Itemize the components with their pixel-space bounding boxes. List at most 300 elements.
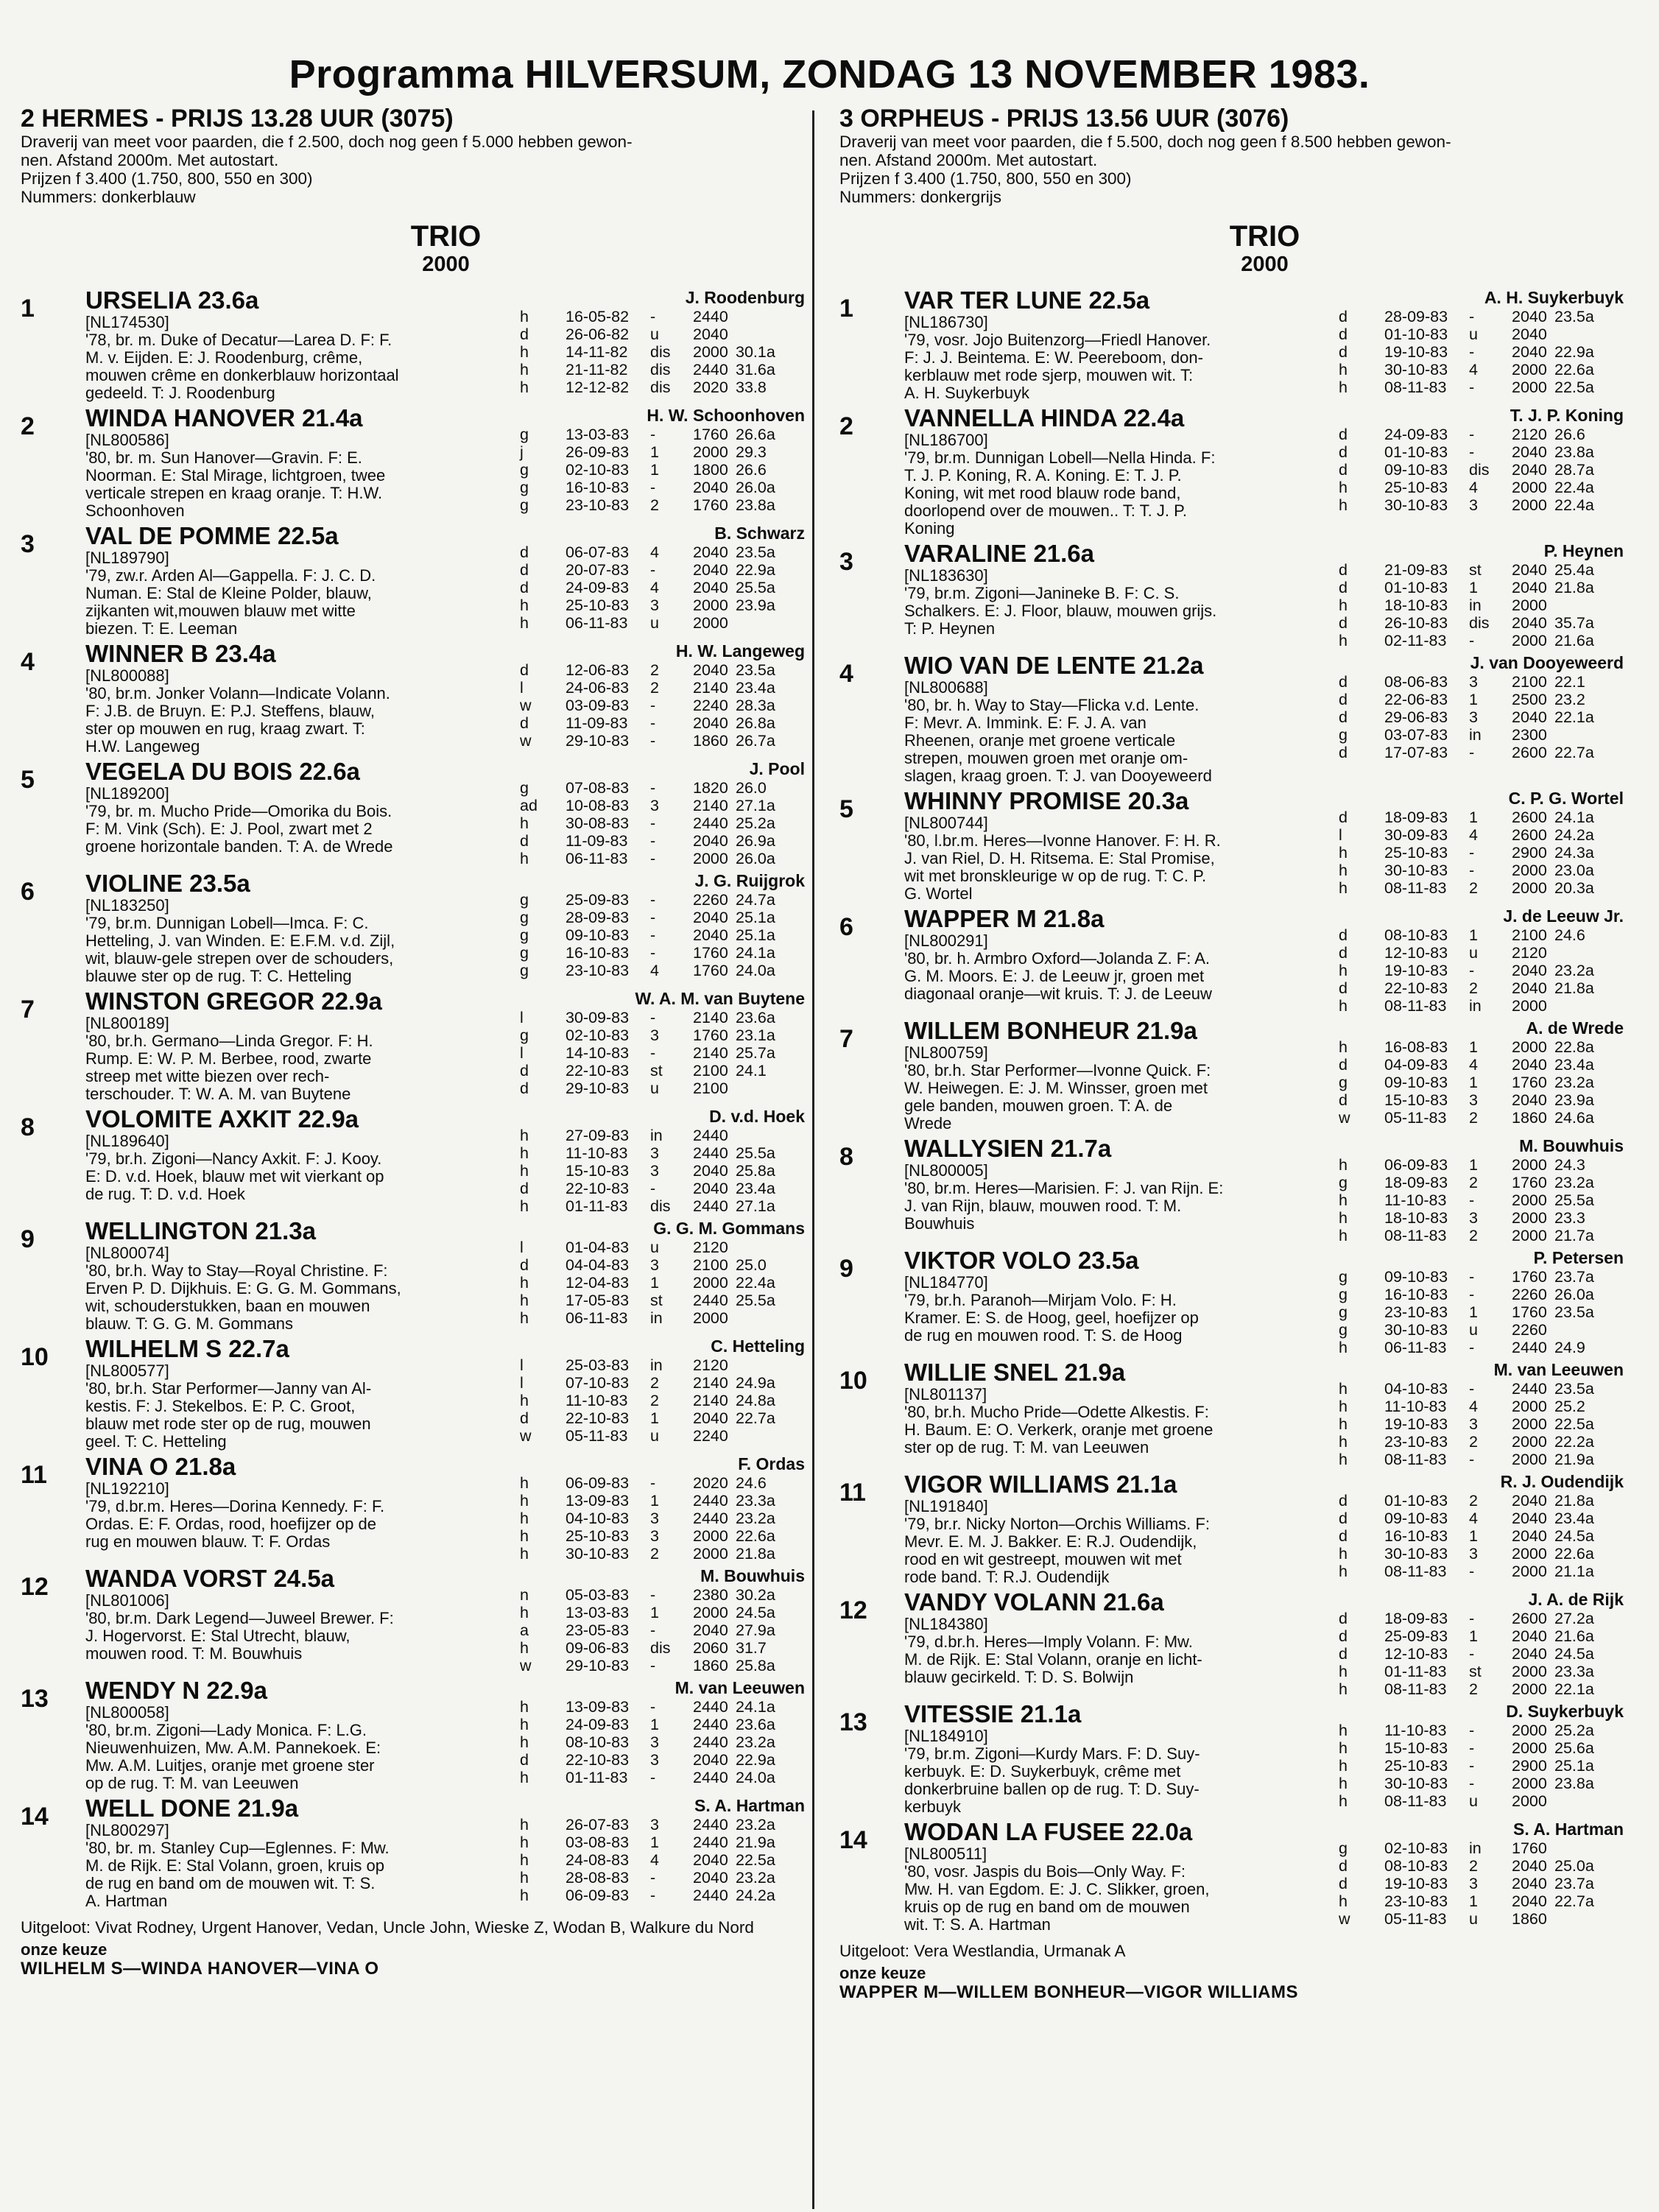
- start-row: [1318, 844, 1624, 862]
- horse-name: WILLIE SNEL 21.9a: [904, 1359, 1126, 1386]
- placing: -: [650, 561, 656, 579]
- race-distance: 2100: [1512, 926, 1547, 944]
- track-code: h: [1339, 496, 1348, 514]
- race-date: 23-05-83: [566, 1621, 630, 1639]
- pick-list: WAPPER M—WILLEM BONHEUR—VIGOR WILLIAMS: [839, 1982, 1298, 2002]
- km-time: 23.4a: [736, 1180, 775, 1197]
- entry-form: [499, 1565, 805, 1674]
- race-date: 21-11-82: [566, 361, 628, 378]
- horse-description-line: biezen. T: E. Leeman: [85, 619, 238, 638]
- race-date: 26-10-83: [1384, 614, 1448, 632]
- horse-registration: [NL186700]: [904, 431, 988, 449]
- placing: 2: [1469, 979, 1478, 997]
- start-row: [1318, 1415, 1624, 1433]
- start-row: [1318, 343, 1624, 361]
- km-time: 21.1a: [1554, 1563, 1594, 1580]
- horse-description: [85, 1262, 535, 1333]
- horse-name: WILLEM BONHEUR 21.9a: [904, 1017, 1197, 1044]
- placing: u: [650, 614, 659, 632]
- start-row: [499, 1392, 805, 1409]
- trainer-name: H. W. Langeweg: [675, 641, 805, 661]
- km-time: 27.1a: [736, 1197, 775, 1215]
- placing: 2: [1469, 1492, 1478, 1510]
- entry-details: [85, 1336, 535, 1451]
- km-time: 23.5a: [1554, 308, 1594, 325]
- race-distance: 2440: [693, 814, 728, 832]
- entry-number: 5: [839, 795, 853, 823]
- km-time: 24.2a: [736, 1887, 775, 1904]
- horse-name: VARALINE 21.6a: [904, 540, 1094, 567]
- track-code: h: [520, 1474, 529, 1492]
- horse-description: [85, 1610, 535, 1663]
- entry-form: [1318, 906, 1624, 1015]
- placing: -: [1469, 1775, 1475, 1792]
- entry-number: 4: [21, 648, 35, 676]
- race-distance: 1860: [693, 732, 728, 750]
- race-date: 01-04-83: [566, 1239, 630, 1256]
- horse-entry: [21, 1218, 805, 1333]
- placing: 3: [1469, 496, 1478, 514]
- start-row: [499, 1256, 805, 1274]
- horse-description-line: '80, l.br.m. Heres—Ivonne Hanover. F: H. R.: [904, 831, 1221, 850]
- entry-form: [1318, 540, 1624, 649]
- km-time: 23.8a: [1554, 1775, 1594, 1792]
- entry-details: [904, 1701, 1353, 1816]
- placing: 4: [650, 1851, 659, 1869]
- race-distance: 2040: [1512, 1056, 1547, 1074]
- start-row: [1318, 879, 1624, 897]
- horse-description-line: '79, br.m. Dunnigan Lobell—Imca. F: C.: [85, 914, 369, 932]
- start-row: [1318, 809, 1624, 826]
- page-title: Programma HILVERSUM, ZONDAG 13 NOVEMBER 1983.: [289, 52, 1370, 96]
- horse-description-line: de rug en mouwen rood. T: S. de Hoog: [904, 1326, 1183, 1345]
- horse-description-line: W. Heiwegen. E: J. M. Winsser, groen met: [904, 1079, 1208, 1097]
- race-distance: 2000: [693, 1527, 728, 1545]
- horse-description-line: Noorman. E: Stal Mirage, lichtgroen, twee: [85, 466, 386, 485]
- horse-description-line: '79, br. m. Mucho Pride—Omorika du Bois.: [85, 802, 392, 820]
- race-description-line: Nummers: donkergrijs: [839, 188, 1002, 206]
- race-date: 02-10-83: [566, 1026, 630, 1044]
- race-distance: 2040: [1512, 1627, 1547, 1645]
- start-row: [1318, 1792, 1624, 1810]
- recent-starts: [499, 308, 805, 396]
- track-code: h: [1339, 1563, 1348, 1580]
- recent-starts: [1318, 1380, 1624, 1468]
- placing: -: [650, 891, 656, 909]
- placing: -: [1469, 744, 1475, 761]
- km-time: 21.8a: [1554, 579, 1594, 596]
- race-distance: 2040: [693, 1180, 728, 1197]
- horse-description-line: Bouwhuis: [904, 1214, 975, 1233]
- start-row: [1318, 726, 1624, 744]
- track-code: h: [1339, 1415, 1348, 1433]
- horse-registration: [NL189200]: [85, 784, 169, 803]
- race-date: 13-03-83: [566, 1604, 630, 1621]
- km-time: 25.2: [1554, 1398, 1585, 1415]
- horse-description-line: blauw gecirkeld. T: D. S. Bolwijn: [904, 1668, 1134, 1686]
- km-time: 22.6a: [1554, 361, 1594, 378]
- entry-form: [499, 758, 805, 867]
- race-distance: 2240: [693, 1427, 728, 1445]
- race-date: 05-03-83: [566, 1586, 630, 1604]
- entry-number: 2: [839, 412, 853, 440]
- track-code: g: [520, 1026, 529, 1044]
- race-date: 30-10-83: [1384, 1775, 1448, 1792]
- race-distance: 2040: [693, 926, 728, 944]
- trainer-name: M. van Leeuwen: [1493, 1360, 1624, 1379]
- placing: 4: [1469, 479, 1478, 496]
- start-row: [1318, 579, 1624, 596]
- horse-registration: [NL800586]: [85, 431, 169, 449]
- track-code: n: [520, 1586, 529, 1604]
- placing: 2: [650, 1545, 659, 1563]
- horse-description-line: Erven P. D. Dijkhuis. E: G. G. M. Gommans,: [85, 1279, 401, 1297]
- horse-description-line: wit met bronskleurige w op de rug. T: C. P.: [904, 867, 1207, 885]
- race-date: 30-10-83: [1384, 361, 1448, 378]
- horse-entry: [839, 906, 1624, 1015]
- start-row: [499, 543, 805, 561]
- horse-description-line: gele banden, mouwen groen. T: A. de: [904, 1096, 1173, 1115]
- start-row: [1318, 1892, 1624, 1910]
- recent-starts: [499, 426, 805, 514]
- race-distance: 2040: [1512, 1857, 1547, 1875]
- km-time: 20.3a: [1554, 879, 1594, 897]
- km-time: 24.0a: [736, 1769, 775, 1786]
- placing: dis: [650, 1639, 671, 1657]
- horse-description-line: Hetteling, J. van Winden. E: E.F.M. v.d. Zijl,: [85, 931, 395, 950]
- track-code: g: [1339, 1174, 1348, 1191]
- trainer-name: M. van Leeuwen: [674, 1678, 805, 1697]
- placing: 1: [1469, 1074, 1478, 1091]
- race-date: 17-07-83: [1384, 744, 1448, 761]
- horse-description-line: Rump. E: W. P. M. Berbee, rood, zwarte: [85, 1049, 372, 1068]
- track-code: h: [1339, 1545, 1348, 1563]
- race-distance: 1860: [1512, 1109, 1547, 1127]
- start-row: [499, 614, 805, 632]
- start-row: [499, 661, 805, 679]
- horse-description-line: kestis. F: J. Stekelbos. E: P. C. Groot,: [85, 1397, 356, 1415]
- race-distance: 2040: [1512, 1892, 1547, 1910]
- track-code: h: [1339, 1156, 1348, 1174]
- track-code: d: [520, 832, 529, 850]
- race-distance: 2040: [1512, 1510, 1547, 1527]
- race-date: 03-07-83: [1384, 726, 1448, 744]
- km-time: 23.2a: [1554, 1074, 1594, 1091]
- track-code: h: [520, 1527, 529, 1545]
- placing: -: [650, 779, 656, 797]
- track-code: d: [1339, 979, 1348, 997]
- race-distance: 2000: [1512, 496, 1547, 514]
- track-code: h: [1339, 596, 1348, 614]
- race-date: 19-10-83: [1384, 1415, 1448, 1433]
- km-time: 25.1a: [736, 909, 775, 926]
- km-time: 28.3a: [736, 697, 775, 714]
- race-distance: 2040: [1512, 614, 1547, 632]
- race-distance: 2260: [1512, 1286, 1547, 1303]
- placing: 1: [1469, 579, 1478, 596]
- km-time: 24.9a: [736, 1374, 775, 1392]
- km-time: 26.8a: [736, 714, 775, 732]
- horse-description-line: blauw met rode ster op de rug, mouwen: [85, 1415, 371, 1433]
- race-distance: 2040: [1512, 343, 1547, 361]
- placing: u: [650, 1427, 659, 1445]
- km-time: 21.6a: [1554, 632, 1594, 649]
- race-distance: 2040: [1512, 1492, 1547, 1510]
- track-code: a: [520, 1621, 529, 1639]
- race-date: 16-10-83: [566, 944, 630, 962]
- track-code: h: [1339, 1398, 1348, 1415]
- race-date: 11-10-83: [566, 1392, 628, 1409]
- race-distance: 2120: [693, 1239, 728, 1256]
- entry-form: [499, 870, 805, 979]
- horse-registration: [NL801006]: [85, 1591, 169, 1610]
- race-distance: 2000: [1512, 1680, 1547, 1698]
- race-distance: 2440: [693, 1834, 728, 1851]
- start-row: [499, 1887, 805, 1904]
- race-distance: 2300: [1512, 726, 1547, 744]
- race-date: 16-10-83: [566, 479, 630, 496]
- trainer-name: P. Petersen: [1533, 1248, 1624, 1267]
- horse-description-line: '80, br.h. Mucho Pride—Odette Alkestis. F:: [904, 1403, 1209, 1421]
- horse-description-line: kerblauw met rode sjerp, mouwen wit. T:: [904, 366, 1194, 384]
- track-code: g: [520, 926, 529, 944]
- placing: dis: [650, 378, 671, 396]
- entry-form: [1318, 788, 1624, 897]
- placing: dis: [1469, 461, 1490, 479]
- race-date: 23-10-83: [566, 962, 630, 979]
- placing: -: [1469, 308, 1475, 325]
- entry-details: [904, 788, 1353, 903]
- horse-entry: [839, 788, 1624, 903]
- race-distance: 2020: [693, 1474, 728, 1492]
- race-date: 04-04-83: [566, 1256, 630, 1274]
- race-date: 26-06-82: [566, 325, 630, 343]
- track-code: w: [520, 1427, 532, 1445]
- race-distance: 2000: [693, 343, 728, 361]
- km-time: 25.1a: [1554, 1757, 1594, 1775]
- horse-description: [85, 1839, 535, 1910]
- horse-description-line: '79, br.m. Dunnigan Lobell—Nella Hinda. F:: [904, 448, 1216, 467]
- horse-description-line: '79, d.br.m. Heres—Dorina Kennedy. F: F.: [85, 1497, 385, 1515]
- km-time: 24.3a: [1554, 844, 1594, 862]
- race-date: 24-09-83: [1384, 426, 1448, 443]
- horse-entry: [21, 870, 805, 985]
- horse-entry: [839, 1471, 1624, 1586]
- race-distance: 2000: [1512, 997, 1547, 1015]
- track-code: w: [520, 697, 532, 714]
- km-time: 23.9a: [736, 596, 775, 614]
- race-date: 23-10-83: [1384, 1892, 1448, 1910]
- race-date: 01-10-83: [1384, 443, 1448, 461]
- track-code: d: [1339, 1627, 1348, 1645]
- start-row: [1318, 708, 1624, 726]
- start-row: [1318, 426, 1624, 443]
- race-distance: 2500: [1512, 691, 1547, 708]
- placing: 2: [650, 661, 659, 679]
- start-row: [1318, 1303, 1624, 1321]
- entry-number: 3: [21, 530, 35, 558]
- race-distance: 2120: [1512, 426, 1547, 443]
- entry-number: 7: [839, 1025, 853, 1053]
- race-distance: 2000: [1512, 596, 1547, 614]
- start-row: [1318, 1775, 1624, 1792]
- race-distance: 2260: [693, 891, 728, 909]
- race-distance: 1760: [1512, 1268, 1547, 1286]
- placing: -: [1469, 1563, 1475, 1580]
- entry-details: [904, 906, 1353, 1003]
- race-distance: 2000: [1512, 1545, 1547, 1563]
- start-row: [1318, 862, 1624, 879]
- race-distance: 2000: [1512, 1415, 1547, 1433]
- race-date: 02-10-83: [1384, 1839, 1448, 1857]
- placing: 3: [650, 797, 659, 814]
- track-code: d: [1339, 708, 1348, 726]
- track-code: h: [520, 1733, 529, 1751]
- horse-description-line: T. J. P. Koning, R. A. Koning. E: T. J. P.: [904, 466, 1182, 485]
- race-distance: 2040: [1512, 979, 1547, 997]
- trainer-name: J. de Leeuw Jr.: [1503, 906, 1624, 926]
- race-date: 02-10-83: [566, 461, 630, 479]
- horse-description-line: M. v. Eijden. E: J. Roodenburg, crême,: [85, 348, 363, 367]
- horse-entry: [21, 1795, 805, 1910]
- km-time: 24.1a: [736, 944, 775, 962]
- track-code: d: [1339, 1056, 1348, 1074]
- placing: -: [1469, 1191, 1475, 1209]
- horse-description-line: '80, br.m. Zigoni—Lady Monica. F: L.G.: [85, 1721, 367, 1739]
- track-code: l: [520, 1239, 524, 1256]
- race-date: 01-10-83: [1384, 579, 1448, 596]
- track-code: h: [1339, 862, 1348, 879]
- race-date: 16-05-82: [566, 308, 630, 325]
- start-row: [499, 1239, 805, 1256]
- km-time: 23.4a: [1554, 1056, 1594, 1074]
- race-date: 18-10-83: [1384, 1209, 1448, 1227]
- trainer-name: C. P. G. Wortel: [1508, 789, 1624, 808]
- race-distance: 2000: [1512, 1398, 1547, 1415]
- entry-details: [904, 287, 1353, 402]
- horse-registration: [NL192210]: [85, 1479, 169, 1498]
- horse-registration: [NL800511]: [904, 1845, 987, 1863]
- placing: -: [650, 1657, 656, 1674]
- track-code: h: [1339, 1775, 1348, 1792]
- placing: u: [1469, 325, 1478, 343]
- track-code: d: [1339, 325, 1348, 343]
- horse-name: WINSTON GREGOR 22.9a: [85, 987, 382, 1015]
- race-date: 15-10-83: [1384, 1739, 1448, 1757]
- placing: dis: [650, 343, 671, 361]
- start-row: [1318, 1156, 1624, 1174]
- placing: 3: [1469, 673, 1478, 691]
- track-code: h: [1339, 1038, 1348, 1056]
- race-date: 27-09-83: [566, 1127, 630, 1144]
- entry-form: [1318, 1819, 1624, 1928]
- trainer-name: G. G. M. Gommans: [653, 1219, 805, 1238]
- recent-starts: [499, 1586, 805, 1674]
- entry-number: 11: [839, 1479, 866, 1507]
- start-row: [1318, 1492, 1624, 1510]
- placing: 4: [1469, 361, 1478, 378]
- race-distance: 2440: [693, 1292, 728, 1309]
- horse-name: WELL DONE 21.9a: [85, 1794, 299, 1822]
- km-time: 22.7a: [736, 1409, 775, 1427]
- km-time: 22.4a: [1554, 496, 1594, 514]
- track-code: h: [520, 1834, 529, 1851]
- race-distance: 2000: [1241, 253, 1289, 276]
- placing: u: [1469, 1792, 1478, 1810]
- start-row: [499, 461, 805, 479]
- km-time: 25.8a: [736, 1162, 775, 1180]
- km-time: 31.7: [736, 1639, 767, 1657]
- start-row: [1318, 1875, 1624, 1892]
- placing: 1: [1469, 1156, 1478, 1174]
- track-code: d: [1339, 1091, 1348, 1109]
- placing: u: [650, 1239, 659, 1256]
- horse-description-line: '80, br. h. Way to Stay—Flicka v.d. Lente.: [904, 696, 1200, 714]
- horse-registration: [NL800688]: [904, 678, 988, 697]
- race-date: 09-10-83: [1384, 461, 1448, 479]
- track-code: l: [520, 1356, 524, 1374]
- track-code: h: [1339, 1680, 1348, 1698]
- horse-registration: [NL800291]: [904, 931, 988, 950]
- race-date: 15-10-83: [1384, 1091, 1448, 1109]
- track-code: l: [1339, 826, 1342, 844]
- horse-description-line: op de rug. T: M. van Leeuwen: [85, 1774, 299, 1792]
- recent-starts: [1318, 1722, 1624, 1810]
- horse-description-line: F: Mevr. A. Immink. E: F. J. A. van: [904, 714, 1146, 732]
- race-distance: 2140: [693, 1392, 728, 1409]
- track-code: h: [520, 1274, 529, 1292]
- entry-number: 7: [21, 996, 35, 1024]
- entry-number: 13: [21, 1685, 49, 1713]
- horse-description-line: H.W. Langeweg: [85, 737, 200, 755]
- km-time: 24.6: [1554, 926, 1585, 944]
- race-date: 29-10-83: [566, 1079, 630, 1097]
- race-description: [21, 133, 805, 206]
- horse-name: VIOLINE 23.5a: [85, 870, 250, 897]
- race-date: 12-10-83: [1384, 944, 1448, 962]
- km-time: 25.5a: [1554, 1191, 1594, 1209]
- placing: 3: [650, 1510, 659, 1527]
- start-row: [499, 325, 805, 343]
- start-row: [1318, 944, 1624, 962]
- race-date: 28-08-83: [566, 1869, 630, 1887]
- horse-description-line: J. Hogervorst. E: Stal Utrecht, blauw,: [85, 1627, 351, 1645]
- track-code: d: [1339, 673, 1348, 691]
- track-code: g: [520, 496, 529, 514]
- race-date: 08-11-83: [1384, 378, 1447, 396]
- track-code: h: [1339, 1739, 1348, 1757]
- race-distance: 2000: [693, 443, 728, 461]
- trainer-name: R. J. Oudendijk: [1500, 1472, 1624, 1491]
- race-description-line: Prijzen f 3.400 (1.750, 800, 550 en 300): [839, 169, 1132, 188]
- horse-description-line: mouwen crême en donkerblauw horizontaal: [85, 366, 399, 384]
- placing: -: [1469, 844, 1475, 862]
- horse-description-line: J. van Rijn, blauw, mouwen rood. T: M.: [904, 1197, 1182, 1215]
- track-code: g: [520, 909, 529, 926]
- km-time: 22.8a: [1554, 1038, 1594, 1056]
- placing: -: [1469, 1380, 1475, 1398]
- race-date: 05-11-83: [1384, 1910, 1447, 1928]
- horse-registration: [NL801137]: [904, 1385, 987, 1403]
- trainer-name: J. van Dooyeweerd: [1470, 653, 1624, 672]
- track-code: d: [520, 325, 529, 343]
- track-code: d: [520, 579, 529, 596]
- race-distance: 2000: [422, 253, 470, 276]
- horse-description-line: rode band. T: R.J. Oudendijk: [904, 1568, 1110, 1586]
- km-time: 23.6a: [736, 1009, 775, 1026]
- race-date: 09-10-83: [566, 926, 630, 944]
- horse-description: [85, 567, 535, 638]
